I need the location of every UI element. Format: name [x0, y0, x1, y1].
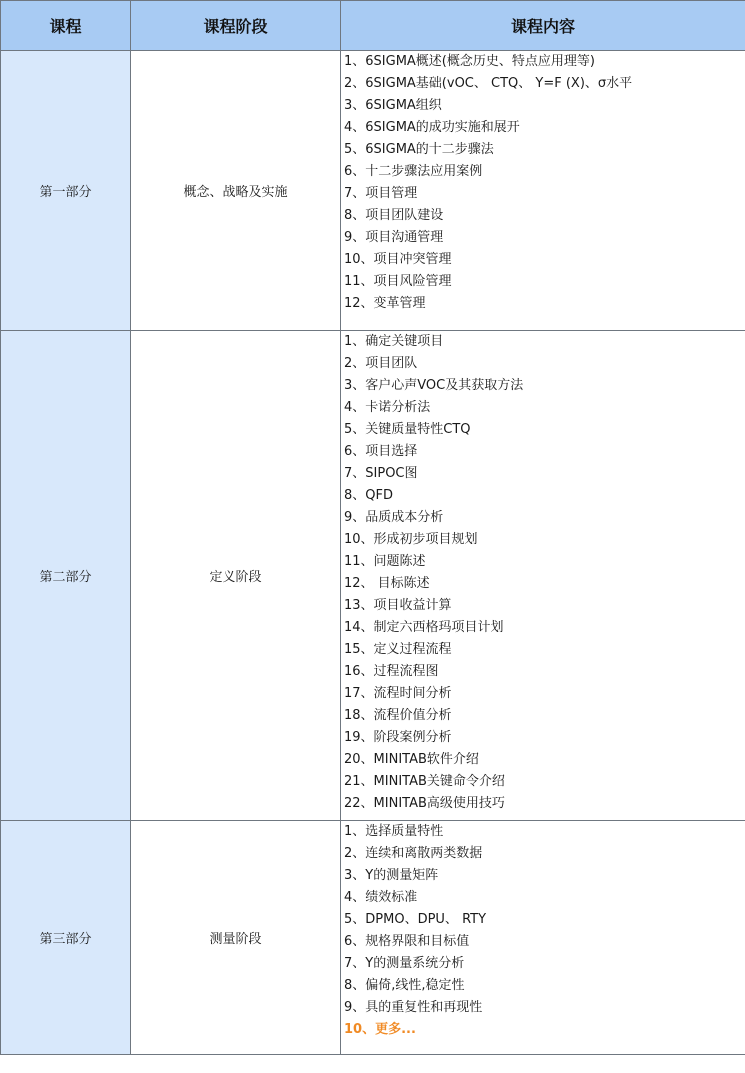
list-item: 10、形成初步项目规划 — [344, 532, 478, 547]
list-item: 8、偏倚,线性,稳定性 — [344, 978, 465, 993]
list-item: 13、项目收益计算 — [344, 598, 452, 613]
list-item: 14、制定六西格玛项目计划 — [344, 620, 504, 635]
more-link[interactable]: 10、更多... — [344, 1022, 416, 1037]
list-item: 17、流程时间分析 — [344, 686, 452, 701]
table-row — [1, 51, 745, 331]
list-item: 18、流程价值分析 — [344, 708, 452, 723]
header-row — [1, 1, 745, 51]
list-item: 19、阶段案例分析 — [344, 730, 452, 745]
list-item: 2、6SIGMA基础(vOC、 CTQ、 Y=F (X)、σ水平 — [344, 76, 633, 91]
list-item: 3、Y的测量矩阵 — [344, 868, 439, 883]
list-item: 6、规格界限和目标值 — [344, 934, 470, 949]
content-cell — [341, 821, 745, 1055]
list-item: 10、项目冲突管理 — [344, 252, 452, 267]
list-item: 9、具的重复性和再现性 — [344, 1000, 483, 1015]
header-stage: 课程阶段 — [131, 1, 341, 51]
list-item: 9、项目沟通管理 — [344, 230, 444, 245]
stage-cell: 测量阶段 — [131, 821, 341, 1055]
list-item: 11、问题陈述 — [344, 554, 426, 569]
list-item: 4、绩效标准 — [344, 890, 418, 905]
stage-cell: 定义阶段 — [131, 331, 341, 821]
content-cell — [341, 331, 745, 821]
list-item: 22、MINITAB高级使用技巧 — [344, 796, 505, 811]
list-item: 1、确定关键项目 — [344, 334, 444, 349]
content-cell — [341, 51, 745, 331]
stage-cell: 概念、战略及实施 — [131, 51, 341, 331]
header-course: 课程 — [1, 1, 131, 51]
list-item: 1、6SIGMA概述(概念历史、特点应用理等) — [344, 54, 595, 69]
list-item: 2、连续和离散两类数据 — [344, 846, 483, 861]
part-cell: 第一部分 — [1, 51, 131, 331]
list-item: 12、变革管理 — [344, 296, 426, 311]
table-row — [1, 821, 745, 1055]
list-item: 12、 目标陈述 — [344, 576, 430, 591]
table-row — [1, 331, 745, 821]
part-cell: 第二部分 — [1, 331, 131, 821]
list-item: 7、Y的测量系统分析 — [344, 956, 465, 971]
list-item: 1、选择质量特性 — [344, 824, 444, 839]
list-item: 2、项目团队 — [344, 356, 418, 371]
list-item: 3、客户心声VOC及其获取方法 — [344, 378, 524, 393]
list-item: 8、项目团队建设 — [344, 208, 444, 223]
content-list — [341, 331, 745, 815]
list-item: 6、项目选择 — [344, 444, 418, 459]
list-item: 15、定义过程流程 — [344, 642, 452, 657]
list-item: 7、项目管理 — [344, 186, 418, 201]
list-item: 20、MINITAB软件介绍 — [344, 752, 479, 767]
content-list — [341, 51, 745, 315]
part-cell: 第三部分 — [1, 821, 131, 1055]
list-item: 6、十二步骤法应用案例 — [344, 164, 483, 179]
list-item: 4、卡诺分析法 — [344, 400, 431, 415]
content-list — [341, 821, 745, 1041]
list-item: 21、MINITAB关键命令介绍 — [344, 774, 505, 789]
list-item: 9、品质成本分析 — [344, 510, 444, 525]
header-content: 课程内容 — [341, 1, 745, 51]
list-item: 7、SIPOC图 — [344, 466, 418, 481]
list-item: 5、DPMO、DPU、 RTY — [344, 912, 487, 927]
list-item: 8、QFD — [344, 488, 393, 503]
list-item: 5、6SIGMA的十二步骤法 — [344, 142, 494, 157]
list-item: 16、过程流程图 — [344, 664, 439, 679]
list-item: 3、6SIGMA组织 — [344, 98, 442, 113]
list-item: 5、关键质量特性CTQ — [344, 422, 471, 437]
list-item: 4、6SIGMA的成功实施和展开 — [344, 120, 520, 135]
list-item: 11、项目风险管理 — [344, 274, 452, 289]
